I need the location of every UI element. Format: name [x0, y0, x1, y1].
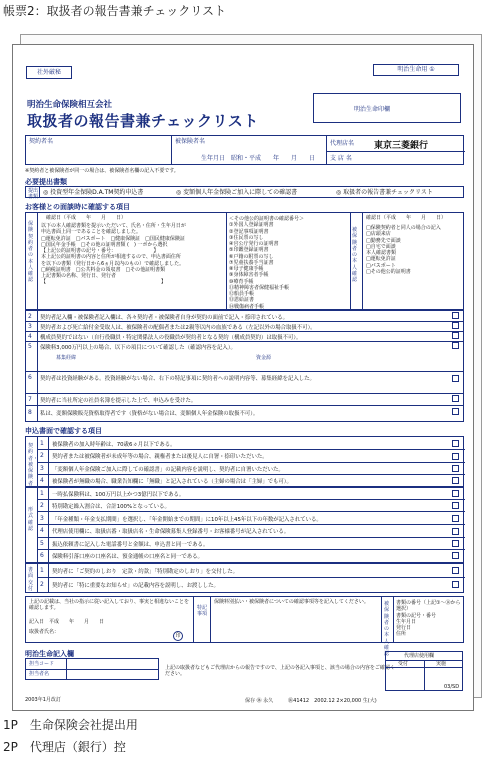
meeting-item-2: 契約者記入欄・被保険者記入欄は、各々契約者・被保険者自身が契約の面前で記入・捺印されている。 [40, 315, 288, 321]
meeting-checkbox-7[interactable] [452, 395, 459, 402]
meeting-item-4: 構成員契約ではない（自行役職員・特定関係法人の役職員が契約者となる契約（構成員契約）は取扱不可）。 [40, 335, 302, 341]
confidential-stamp: 社外厳秘 [26, 66, 72, 79]
docs-title: 必要提出書類 [25, 178, 67, 186]
meeting-checkbox-5[interactable] [452, 342, 459, 349]
right-identity-side: 被保険者の本人確認 [384, 601, 390, 657]
doc-item-1: ◎ 投資型年金保険D.A.TM契約申込書 [43, 189, 144, 196]
app-item-b3: 「年金種類・年金支払期間」を選択し、「年金開始までの期間」に10年以上45年以下の年数が記入されている。 [52, 517, 322, 523]
meeting-checkbox-6[interactable] [452, 375, 459, 382]
app-checkbox-a4[interactable] [452, 477, 459, 484]
doc-item-2: ◎ 変額個人年金保険ご加入に際しての確認書 [176, 189, 298, 196]
name-label: 担当者名 [29, 671, 50, 677]
agency-name: 東京三菱銀行 [374, 141, 429, 151]
agency-use-box [385, 651, 463, 691]
app-item-a4: 被保険者が無職の場合、職業告知欄に「無職」と記入されている（主婦の場合は「主婦」でも可）。 [52, 479, 292, 485]
meeting-checkbox-8[interactable] [452, 408, 459, 415]
meiji-fill-title: 明治生命記入欄 [25, 650, 74, 658]
contractor-label: 契約者名 [29, 138, 54, 145]
app-item-c2: 契約者に「特に重要なお知らせ」の記載内容を説明し、お渡しした。 [52, 583, 219, 589]
docs-row [25, 186, 464, 201]
identity-text: 以下の本人確認書類を提示いただいて、氏名・住所・生年月日が 申込書面上同一であることを確認しました。 □運転免許証 □パスポート □健康保険証 □国民健康保険証 □国民年金手帳 □その他の証明書類 ( ) 一ポから選択 【上記公的証明書の記号・番号： 】 本上記公的証明書の内容と住所が相違するので、申込書面住所 を以下の書類（発行日から6ヵ月以内のもの）で確認しました。 □納税証明書 □公共料金の領収書 □その他証明書類 上記書類の名称、発行日、発行者 【 】 [41, 223, 186, 286]
identity-confirm-date: 確認日（平成 年 月 日） [46, 215, 127, 221]
docs-side-label: 提出書類 [28, 188, 39, 201]
app-item-b2: 特別勘定繰入割合は、合計100%となっている。 [52, 504, 170, 510]
app-checkbox-b3[interactable] [452, 515, 459, 522]
edition-label: 2003年1月改訂 [25, 697, 61, 703]
identity-side-label: 保険契約者の本人確認 [28, 221, 34, 284]
branch-label: 支 店 名 [330, 155, 352, 162]
application-checklist: 契約者・被保険者 形式確認 書面交付 1 被保険者の加入時年齢は、70歳6ヵ月以下である。 2 契約者または被保険者が未成年等の場合、親権者または後見人に自署・捺印いただいた。 3 「変額個人年金保険ご加入に際しての確認書」の記載内容を説明し、契約者に自署いただいた。 4 被保険者が無職の場合、職業告知欄に「無職」と記入されている（主婦の場合は「主婦」でも可）。 1 一時払保険料は、100万円以上かつ3億円以下である。 2 特別勘定繰入割合は、合計100%となっている。 3 「年金種類・年金支払期間」を選択し、「年金開始までの期間」に10年以上45年以下の年数が記入されている。 4 代理店使用欄に、取扱店番・取扱店名・生命保険募集人登録番号・お客様番号が記入されている。 5 振込依頼書に記入した電話番号と金額は、申込書と同一である。 6 保険料引落口座の口座名は、預金通帳の口座名と同一である。 1 契約者に「ご契約のしおり 定款・約款」「特別勘定のしおり」を交付した。 2 契約者に「特に重要なお知らせ」の記載内容を説明し、お渡しした。 [25, 436, 464, 593]
header-caption: 帳票2：取扱者の報告書兼チェックリスト [3, 4, 227, 18]
meeting-item-5: 保険料3,000万円以上の場合、以下の項目について確認した（確認内容を記入）。 [40, 345, 236, 351]
app-checkbox-a3[interactable] [452, 465, 459, 472]
app-checkbox-b5[interactable] [452, 540, 459, 547]
app-checkbox-c2[interactable] [452, 581, 459, 588]
insured-label: 被保険者名 [175, 138, 206, 145]
agency-use-col-1: 受付 [398, 661, 409, 667]
code-label: 担当コード [29, 661, 55, 667]
form-code: 03/SD [444, 684, 460, 690]
meeting-checkbox-2[interactable] [452, 312, 459, 319]
app-item-b1: 一時払保険料は、100万円以上かつ3億円以下である。 [52, 492, 185, 498]
meiji-fill-box [25, 658, 159, 680]
agency-use-col-2: 実施 [436, 661, 447, 667]
app-item-a2: 契約者または被保険者が未成年等の場合、親権者または後見人に自署・捺印いただいた。 [52, 454, 268, 460]
app-side-delivery: 書面交付 [28, 567, 34, 592]
footer-caption-1: 1P 生命保険会社提出用 [3, 718, 138, 732]
app-item-c1: 契約者に「ご契約のしおり 定款・約款」「特別勘定のしおり」を交付した。 [52, 569, 238, 575]
special-notes-hint: 保険料別払い・被保険者についての確認事項等を記入してください。 [214, 599, 369, 605]
app-item-b5: 振込依頼書に記入した電話番号と金額は、申込書と同一である。 [52, 542, 209, 548]
birthdate-label: 生年月日 昭和・平成 年 月 日 [201, 155, 316, 162]
app-checkbox-a2[interactable] [452, 453, 459, 460]
identity-block [25, 212, 464, 310]
meeting-item-6: 契約者は投資経験がある。投資経験がない場合、右下の特記事項に契約者への説明内容等、募集経緯を記入した。 [40, 376, 315, 382]
agency-label: 代理店名 [330, 140, 355, 147]
contractor-band [25, 135, 464, 165]
meiji-stamp-box [313, 93, 461, 123]
form-title: 取扱者の報告書兼チェックリスト [27, 112, 259, 130]
seal-mark: 印 [173, 631, 183, 641]
meeting-checklist: 2 契約者記入欄・被保険者記入欄は、各々契約者・被保険者自身が契約の面前で記入・捺印されている。 3 契約者および死亡給付金受取人は、被保険者の配偶者または2親等以内の血族である（左記以外の場合取扱不可）。 4 構成員契約ではない（自行役職員・特定関係法人の役職員が契約者となる契約（構成員契約）は取扱不可）。 5 保険料3,000万円以上の場合、以下の項目について確認した（確認内容を記入）。 募集経緯 資金源 6 契約者は投資経験がある。投資経験がない場合、右下の特記事項に契約者への説明内容等、募集経緯を記入した。 7 契約者に当社所定の社員名簿を提示した上で、申込みを受けた。 8 私は、変額保険販売資格取得者です（資格がない場合は、変額個人年金保険の取扱不可）。 [25, 310, 464, 422]
insured-identity-side-label: 被保険者の本人確認 [352, 227, 358, 283]
form-sheet [12, 44, 474, 711]
insured-confirm-date: 確認日（平成 年 月 日） [366, 215, 447, 221]
right-identity-lines: 書類の番号（上記①〜⑭から選択） 書類の記号・番号 生年月日 発行日 住所 [396, 600, 461, 638]
fill-date: 記入日 平成 年 月 日 [29, 619, 105, 625]
app-checkbox-b6[interactable] [452, 552, 459, 559]
meeting-title: お客様との面談時に確認する項目 [25, 203, 130, 211]
app-checkbox-c1[interactable] [452, 567, 459, 574]
doc-item-3: ◎ 取扱者の報告書兼チェックリスト [336, 189, 433, 196]
meeting-checkbox-3[interactable] [452, 322, 459, 329]
funds-source-label: 資金源 [256, 355, 272, 361]
meeting-checkbox-4[interactable] [452, 332, 459, 339]
meiji-fill-note: 上記の取扱者などもご代理店からの報告ですので、上記の各記入事項と、該当の場合の内容をご確認ください。 [165, 665, 395, 678]
company-name: 明治生命保険相互会社 [27, 100, 113, 110]
application-title: 申込書面で確認する項目 [25, 427, 102, 435]
meeting-item-7: 契約者に当社所定の社員名簿を提示した上で、申込みを受けた。 [40, 398, 197, 404]
app-item-a3: 「変額個人年金保険ご加入に際しての確認書」の記載内容を説明し、契約者に自署いただいた。 [52, 467, 284, 473]
meiji-stamp-label: 明治生命印欄 [354, 106, 391, 113]
footer-caption-2: 2P 代理店（銀行）控 [3, 740, 126, 754]
app-side-format: 形式確認 [28, 507, 34, 532]
declaration-text: 上記の記載は、当社の指示に従い記入しており、事実と相違ないことを確認します。 [29, 599, 190, 612]
copy-label: 明治生命用 ① [373, 64, 459, 76]
funds-history-label: 募集経緯 [56, 355, 77, 361]
retention-label: 保存 ㊡ 永久 ㊩41412 2002.12 2×20,000 生(大) [245, 698, 377, 704]
handler-name-label: 取扱者氏名： [29, 629, 60, 635]
insured-identity-text: □保険契約者と同人の場合の記入 □店頭来店 □勤務先で面談 □自宅で面談 本人確認書類 □運転免許証 □パスポート □その他公的証明書 [366, 225, 441, 275]
app-item-b4: 代理店使用欄に、取扱店番・取扱店名・生命保険募集人登録番号・お客様番号が記入されている。 [52, 529, 290, 535]
app-item-b6: 保険料引落口座の口座名は、預金通帳の口座名と同一である。 [52, 554, 203, 560]
app-checkbox-b4[interactable] [452, 528, 459, 535]
meeting-item-8: 私は、変額保険販売資格取得者です（資格がない場合は、変額個人年金保険の取扱不可）。 [40, 411, 259, 417]
app-side-contract: 契約者・被保険者 [28, 443, 39, 487]
app-checkbox-b1[interactable] [452, 490, 459, 497]
special-notes-label: 特記事項 [197, 605, 208, 618]
public-id-list: ＜その他公的証明書の確認番号＞ ①外国人登録証明書 ②登記事項証明書 ③住民票の写し ④官公庁発行の証明書 ⑤印鑑登録証明書 ⑥戸籍の附票の写し ⑦児童扶養手当証書 ⑧母子健康手帳 ⑨身体障害者手帳 ⑩療育手帳 ⑪精神障害者保健福祉手帳 ⑫船員手帳 ⑬恩給証書 ⑭戦傷病者手帳 [229, 216, 305, 310]
app-checkbox-b2[interactable] [452, 502, 459, 509]
agency-use-title: 代理店使用欄 [404, 653, 435, 659]
contractor-note: ※契約者と被保険者が同一の場合は、被保険者名欄の記入不要です。 [25, 168, 179, 174]
app-item-a1: 被保険者の加入時年齢は、70歳6ヵ月以下である。 [52, 442, 176, 448]
app-checkbox-a1[interactable] [452, 440, 459, 447]
meeting-item-3: 契約者および死亡給付金受取人は、被保険者の配偶者または2親等以内の血族である（左記以外の場合取扱不可）。 [40, 325, 316, 331]
